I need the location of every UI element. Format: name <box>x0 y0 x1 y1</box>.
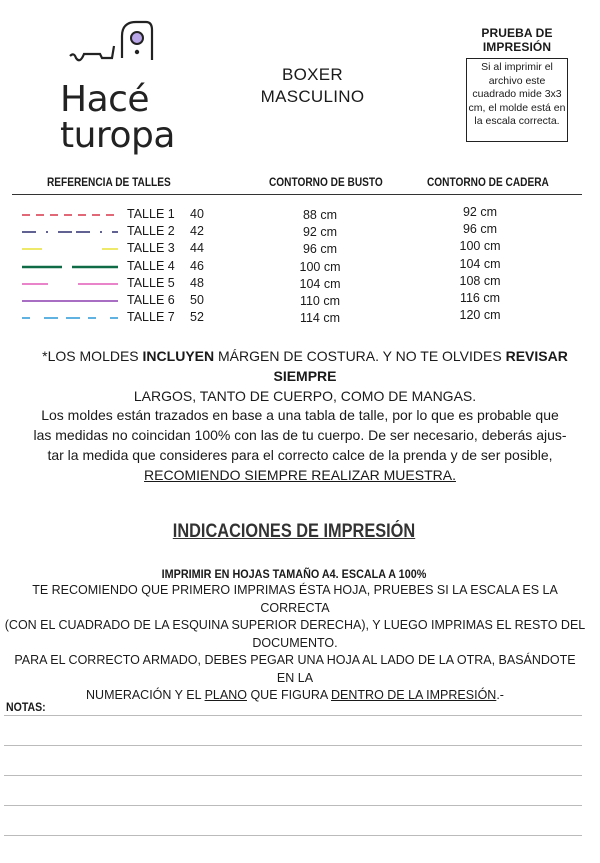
sample-recommendation: RECOMIENDO SIEMPRE REALIZAR MUESTRA. <box>144 467 456 483</box>
logo-mark <box>60 18 160 80</box>
print-test-title: PRUEBA DE IMPRESIÓN <box>481 26 553 54</box>
size-label: TALLE 1 <box>127 207 175 221</box>
print-instructions-body: TE RECOMIENDO QUE PRIMERO IMPRIMAS ÉSTA HOJA, PRUEBES SI LA ESCALA ES LA CORRECTA (CON EL CUADRADO DE LA ESQUINA SUPERIOR DERECHA), Y LUEGO IMPRIMAS EL RESTO DEL DOCUMENTO. PARA EL CORRECTO ARMADO, DEBES PEGAR UNA HOJA AL LADO DE LA OTRA, BASÁNDOTE EN LA NUMERACIÓN Y EL PLANO QUE FIGURA DENTRO DE LA IMPRESIÓN.- <box>4 583 586 702</box>
hip-measure: 108 cm <box>459 273 501 288</box>
logo-line-2: turopa <box>60 115 175 156</box>
bust-measure: 104 cm <box>299 276 341 291</box>
notes-line <box>4 715 582 716</box>
print-test-square: Si al imprimir el archivo este cuadrado mide 3x3 cm, el molde está en la escala correcta. <box>466 58 568 142</box>
bust-measure: 110 cm <box>299 294 341 308</box>
size-line-sample <box>22 247 118 251</box>
size-number: 46 <box>190 258 204 273</box>
hip-measure: 100 cm <box>459 239 501 254</box>
size-label: TALLE 7 <box>127 310 175 325</box>
size-number: 44 <box>190 241 204 256</box>
title-line-1: BOXER <box>281 65 344 84</box>
print-test <box>448 26 586 142</box>
size-number: 52 <box>190 310 204 325</box>
size-number: 42 <box>190 224 204 239</box>
size-label: TALLE 3 <box>127 241 175 256</box>
hip-measure: 92 cm <box>462 205 498 219</box>
header-bust: CONTORNO DE BUSTO <box>269 177 383 189</box>
print-instructions-headline: IMPRIMIR EN HOJAS TAMAÑO A4. ESCALA A 100% <box>161 567 427 581</box>
bust-measure: 88 cm <box>302 208 338 222</box>
notes-line <box>4 775 582 776</box>
size-line-sample <box>22 282 118 286</box>
size-number: 40 <box>190 207 204 221</box>
fit-paragraph: Los moldes están trazados en base a una tabla de talle, por lo que es probable que las medidas no coincidan 100% con las de tu cuerpo. De ser necesario, deberás ajus- tar la medida que consideres para el correcto calce de la prenda y de ser posible, RECOMIENDO SIEMPRE REALIZAR MUESTRA. <box>33 407 567 483</box>
header-hip: CONTORNO DE CADERA <box>427 177 549 189</box>
size-number: 48 <box>190 275 204 290</box>
notes-line <box>4 835 582 836</box>
notes-line <box>4 805 582 806</box>
notes-line <box>4 745 582 746</box>
header-divider <box>12 194 582 195</box>
bust-measure: 96 cm <box>302 242 338 257</box>
document-title <box>240 64 385 108</box>
size-line-sample <box>22 316 118 320</box>
size-line-sample <box>22 230 118 234</box>
hip-measure: 116 cm <box>459 291 501 305</box>
size-number: 50 <box>190 293 204 307</box>
bust-measure: 92 cm <box>302 225 338 240</box>
size-label: TALLE 4 <box>127 258 175 273</box>
hip-measure: 120 cm <box>459 308 501 323</box>
hip-measure: 96 cm <box>462 222 498 237</box>
size-label: TALLE 2 <box>127 224 175 239</box>
print-instructions-title: INDICACIONES DE IMPRESIÓN <box>172 521 416 542</box>
hip-measure: 104 cm <box>459 256 501 271</box>
bust-measure: 114 cm <box>299 311 341 326</box>
logo-wordmark <box>60 79 175 156</box>
size-line-sample <box>22 213 118 217</box>
size-line-sample <box>22 265 118 269</box>
size-label: TALLE 6 <box>127 293 175 307</box>
header-size-reference: REFERENCIA DE TALLES <box>47 177 171 189</box>
title-line-2: MASCULINO <box>260 87 365 106</box>
size-label: TALLE 5 <box>127 275 175 290</box>
bust-measure: 100 cm <box>299 259 341 274</box>
notes-label: NOTAS: <box>6 700 46 714</box>
size-line-sample <box>22 299 118 303</box>
logo-line-1: Hacé <box>60 79 150 120</box>
seam-allowance-note: *LOS MOLDES INCLUYEN MÁRGEN DE COSTURA. Y NO TE OLVIDES REVISAR SIEMPRE LARGOS, TANTO DE CUERPO, COMO DE MANGAS. <box>42 348 568 404</box>
